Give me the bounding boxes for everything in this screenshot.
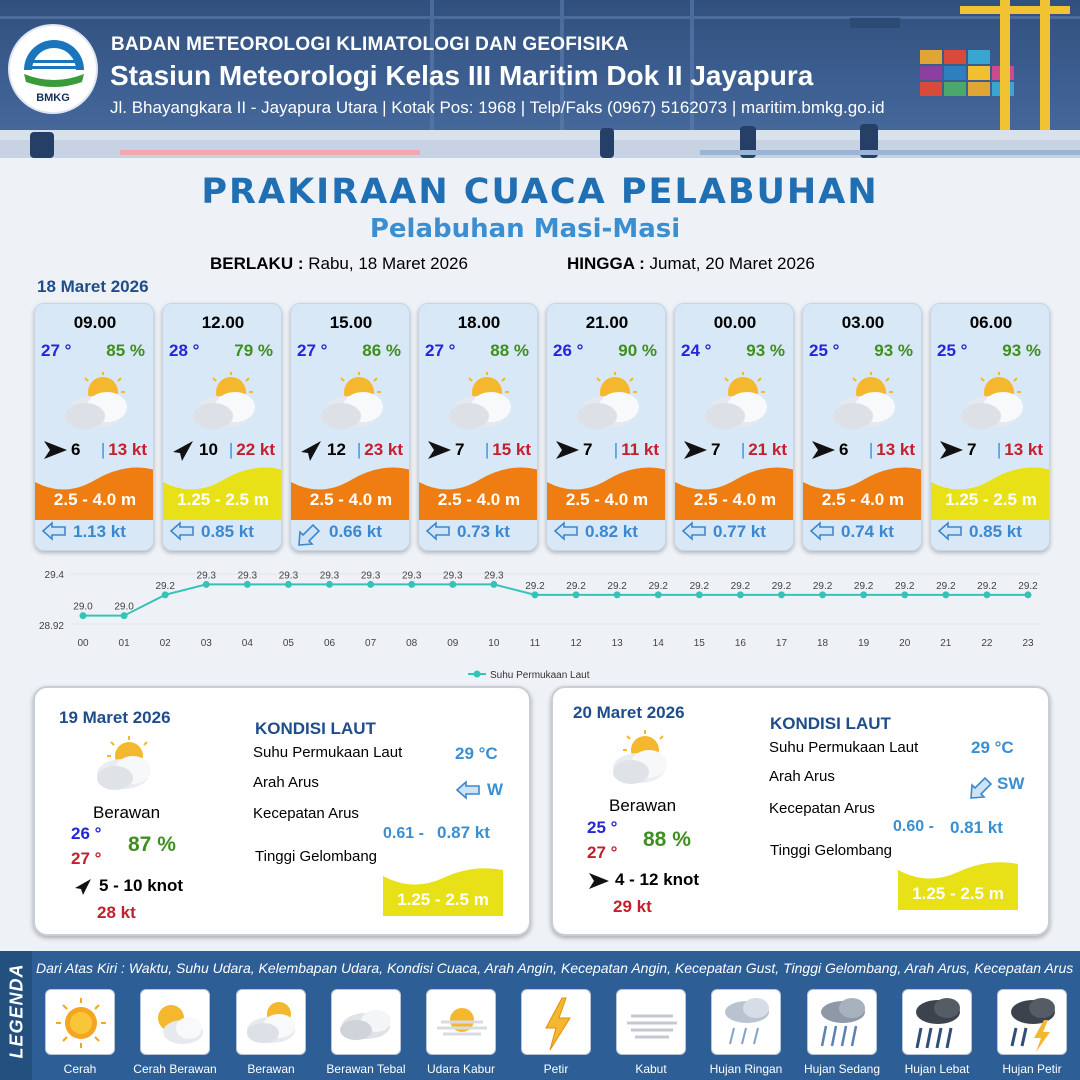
day3-current-speed-min: 0.60 - <box>893 818 934 835</box>
legend-item-label: Hujan Petir <box>1002 1062 1062 1076</box>
legend-item-label: Berawan <box>247 1062 295 1076</box>
berawan-icon <box>447 372 517 432</box>
gust-separator-icon: | <box>740 440 746 459</box>
current-speed: 0.85 kt <box>201 522 254 541</box>
chart-point <box>203 581 210 588</box>
legend-item <box>616 989 686 1055</box>
sea-temperature-chart <box>0 560 1080 685</box>
legend-item <box>236 989 306 1055</box>
wind-gust <box>614 440 659 460</box>
gust-separator-icon: | <box>868 440 874 459</box>
day3-temp-max: 27 ° <box>587 843 618 862</box>
hujan-lebat-icon <box>903 990 973 1056</box>
day2-sst-label: Suhu Permukaan Laut <box>253 744 403 761</box>
gust-value: 22 kt <box>236 440 275 459</box>
berawan-icon <box>703 372 773 432</box>
legend-item-label: Cerah Berawan <box>133 1062 217 1076</box>
legend-title: LEGENDA <box>6 963 27 1059</box>
legend-item-label: Udara Kabur <box>426 1062 496 1076</box>
chart-legend-marker <box>474 671 481 678</box>
berawan-icon <box>237 990 307 1056</box>
chart-point <box>573 591 580 598</box>
chart-data-label: 29.2 <box>895 580 915 592</box>
berawan-icon <box>191 372 261 432</box>
day3-sst: 29 °C <box>971 738 1014 757</box>
chart-xtick: 01 <box>118 638 130 649</box>
wind-speed: 7 <box>583 440 593 459</box>
wind-speed: 6 <box>71 440 81 459</box>
wind-gust <box>357 440 403 460</box>
chart-xtick: 13 <box>611 638 623 649</box>
day2-temp-max: 27 ° <box>71 849 102 868</box>
chart-xtick: 16 <box>734 638 746 649</box>
current-speed: 1.13 kt <box>73 522 126 541</box>
chart-xtick: 17 <box>775 638 788 649</box>
legend-item-label: Cerah <box>63 1062 97 1076</box>
day3-current-arrow-icon <box>969 774 995 800</box>
forecast-humidity: 93 % <box>874 341 913 360</box>
wave-height: 2.5 - 4.0 m <box>309 490 393 509</box>
berawan-tebal-icon <box>332 990 402 1056</box>
forecast-humidity: 86 % <box>362 341 401 360</box>
wave-height: 1.25 - 2.5 m <box>945 490 1037 509</box>
chart-xtick: 11 <box>529 638 541 649</box>
legend-panel <box>0 951 1080 1080</box>
chart-data-label: 29.2 <box>936 580 956 592</box>
legend-item <box>807 989 877 1055</box>
legend-side-tab <box>0 951 32 1080</box>
chart-data-label: 29.0 <box>73 601 93 613</box>
chart-point <box>901 591 908 598</box>
current-arrow-icon <box>809 521 837 547</box>
wave-height: 1.25 - 2.5 m <box>177 490 269 509</box>
chart-xtick: 10 <box>488 638 500 649</box>
wave-height: 2.5 - 4.0 m <box>565 490 649 509</box>
forecast-time: 06.00 <box>969 313 1013 332</box>
chart-xtick: 05 <box>282 638 294 649</box>
legend-item-label: Petir <box>543 1062 569 1076</box>
wave-height: 2.5 - 4.0 m <box>821 490 905 509</box>
berawan-icon <box>959 372 1029 432</box>
chart-point <box>942 591 949 598</box>
wind-gust <box>741 440 787 460</box>
chart-point <box>531 591 538 598</box>
gust-value: 13 kt <box>876 440 915 459</box>
chart-xtick: 03 <box>200 638 212 649</box>
gust-separator-icon: | <box>613 440 619 459</box>
wind-speed: 6 <box>839 440 849 459</box>
day2-wave-label: Tinggi Gelombang <box>255 848 378 865</box>
day3-gust: 29 kt <box>613 897 652 916</box>
day2-current-speed-label: Kecepatan Arus <box>253 805 359 822</box>
berawan-icon <box>319 372 389 432</box>
wind-speed: 7 <box>455 440 465 459</box>
wave-shape <box>35 458 154 520</box>
forecast-humidity: 93 % <box>746 341 785 360</box>
chart-data-label: 29.3 <box>401 570 422 582</box>
chart-data-label: 29.2 <box>853 580 874 592</box>
current-speed: 0.74 kt <box>841 522 894 541</box>
wave-shape <box>675 458 794 520</box>
day1-date: 18 Maret 2026 <box>37 277 149 296</box>
day3-panel <box>551 686 1050 936</box>
chart-ytick: 29.4 <box>44 570 64 581</box>
forecast-humidity: 79 % <box>234 341 273 360</box>
forecast-humidity: 90 % <box>618 341 657 360</box>
legend-item-label: Hujan Lebat <box>904 1062 970 1076</box>
gust-value: 15 kt <box>492 440 531 459</box>
forecast-temp: 25 ° <box>937 341 968 360</box>
chart-data-label: 29.3 <box>319 570 340 582</box>
chart-data-label: 29.3 <box>484 570 504 582</box>
day2-wind-arrow-icon <box>71 876 95 898</box>
current-speed: 0.77 kt <box>713 522 766 541</box>
chart-data-label: 29.2 <box>155 580 175 592</box>
day3-wind-arrow-icon <box>587 870 611 892</box>
forecast-humidity: 85 % <box>106 341 145 360</box>
chart-data-label: 29.3 <box>278 570 299 582</box>
chart-xtick: 08 <box>406 638 418 649</box>
day3-temp-min: 25 ° <box>587 818 618 837</box>
chart-point <box>490 581 497 588</box>
chart-point <box>614 591 621 598</box>
wave-shape <box>291 458 410 520</box>
chart-xtick: 07 <box>365 638 377 649</box>
forecast-humidity: 88 % <box>490 341 529 360</box>
current-speed: 0.73 kt <box>457 522 510 541</box>
chart-data-label: 29.2 <box>812 580 833 592</box>
chart-xtick: 21 <box>940 638 952 649</box>
gust-value: 11 kt <box>621 440 659 459</box>
day3-wind: 4 - 12 knot <box>615 870 700 889</box>
chart-xtick: 18 <box>817 638 829 649</box>
wave-height: 2.5 - 4.0 m <box>53 490 137 509</box>
chart-data-label: 29.0 <box>114 601 134 613</box>
valid-from-label: BERLAKU : <box>210 254 304 273</box>
chart-xtick: 00 <box>77 638 89 649</box>
wind-gust <box>101 440 147 460</box>
chart-xtick: 19 <box>858 638 870 649</box>
chart-point <box>162 591 169 598</box>
forecast-humidity: 93 % <box>1002 341 1041 360</box>
chart-xtick: 14 <box>652 638 664 649</box>
chart-data-label: 29.2 <box>607 580 627 592</box>
wind-gust <box>229 440 275 460</box>
forecast-temp: 27 ° <box>297 341 328 360</box>
forecast-time: 03.00 <box>841 313 885 332</box>
chart-xtick: 09 <box>447 638 459 649</box>
wave-shape <box>803 458 922 520</box>
day2-wind: 5 - 10 knot <box>99 876 184 895</box>
legend-item <box>711 989 781 1055</box>
current-arrow-icon <box>297 521 325 547</box>
berawan-icon <box>63 372 133 432</box>
day3-current-speed-max: 0.81 kt <box>950 818 1003 837</box>
day2-sea-title: KONDISI LAUT <box>255 719 376 738</box>
wave-shape <box>163 458 282 520</box>
forecast-card <box>546 303 666 551</box>
berawan-icon <box>609 730 675 788</box>
berawan-icon <box>93 736 159 794</box>
day2-date: 19 Maret 2026 <box>59 708 171 727</box>
chart-point <box>244 581 251 588</box>
chart-data-label: 29.2 <box>566 580 586 592</box>
day2-sst: 29 °C <box>455 744 498 763</box>
wave-height: 2.5 - 4.0 m <box>693 490 777 509</box>
wind-gust <box>869 440 915 460</box>
day3-sea-title: KONDISI LAUT <box>770 714 891 733</box>
day3-current-dir-label: Arah Arus <box>769 768 835 785</box>
gust-separator-icon: | <box>484 440 490 459</box>
forecast-temp: 28 ° <box>169 341 200 360</box>
day2-gust: 28 kt <box>97 903 136 922</box>
petir-icon <box>522 990 592 1056</box>
chart-xtick: 23 <box>1022 638 1034 649</box>
wind-speed: 7 <box>711 440 721 459</box>
berawan-icon <box>575 372 645 432</box>
legend-item <box>45 989 115 1055</box>
day3-sst-label: Suhu Permukaan Laut <box>769 739 919 756</box>
current-speed: 0.85 kt <box>969 522 1022 541</box>
legend-item <box>331 989 401 1055</box>
chart-xtick: 15 <box>693 638 705 649</box>
day2-current-dir-label: Arah Arus <box>253 774 319 791</box>
current-speed: 0.66 kt <box>329 522 382 541</box>
gust-separator-icon: | <box>228 440 234 459</box>
chart-xtick: 06 <box>323 638 336 649</box>
chart-data-label: 29.3 <box>443 570 463 582</box>
chart-xtick: 12 <box>570 638 582 649</box>
legend-item <box>426 989 496 1055</box>
legend-description: Dari Atas Kiri : Waktu, Suhu Udara, Kelembapan Udara, Kondisi Cuaca, Arah Angin, Kecepatan Angin, Kecepatan Gust, Tinggi Gelombang, Arah Arus, Kecepatan Arus <box>36 960 1074 976</box>
bmkg-logo <box>8 24 98 114</box>
chart-point <box>778 591 785 598</box>
day2-humidity: 87 % <box>128 833 176 856</box>
valid-from <box>210 254 468 274</box>
valid-from-value: Rabu, 18 Maret 2026 <box>308 254 468 273</box>
chart-point <box>655 591 662 598</box>
day2-panel <box>33 686 531 936</box>
forecast-time: 21.00 <box>585 313 629 332</box>
chart-data-label: 29.3 <box>196 570 216 582</box>
forecast-time: 00.00 <box>713 313 757 332</box>
berawan-icon <box>831 372 901 432</box>
chart-data-label: 29.2 <box>977 580 997 592</box>
chart-data-label: 29.2 <box>689 580 710 592</box>
gust-value: 23 kt <box>364 440 403 459</box>
legend-item-label: Hujan Ringan <box>709 1062 783 1076</box>
forecast-temp: 26 ° <box>553 341 584 360</box>
forecast-temp: 27 ° <box>425 341 456 360</box>
chart-xtick: 02 <box>159 638 171 649</box>
header-banner <box>0 0 1080 158</box>
gust-value: 13 kt <box>108 440 147 459</box>
chart-point <box>860 591 867 598</box>
forecast-card <box>930 303 1050 551</box>
chart-xtick: 22 <box>981 638 993 649</box>
chart-point <box>367 581 374 588</box>
day2-temp-min: 26 ° <box>71 824 102 843</box>
day3-wave-label: Tinggi Gelombang <box>770 842 893 859</box>
current-speed: 0.82 kt <box>585 522 638 541</box>
day3-current-speed-label: Kecepatan Arus <box>769 800 875 817</box>
day2-wave: 1.25 - 2.5 m <box>397 890 489 909</box>
legend-item <box>997 989 1067 1055</box>
bmkg-logo-text: BMKG <box>36 92 70 104</box>
chart-data-label: 29.3 <box>237 570 258 582</box>
current-arrow-icon <box>169 521 197 547</box>
day2-current-dir: W <box>487 780 504 799</box>
chart-data-label: 29.3 <box>360 570 381 582</box>
port-name: Pelabuhan Masi-Masi <box>369 214 681 244</box>
legend-item-label: Hujan Sedang <box>803 1062 881 1076</box>
hujan-sedang-icon <box>808 990 878 1056</box>
forecast-time: 12.00 <box>201 313 245 332</box>
day3-condition: Berawan <box>609 796 677 815</box>
day2-current-arrow-icon <box>455 780 481 800</box>
chart-point <box>983 591 990 598</box>
current-arrow-icon <box>41 521 69 547</box>
wind-speed: 12 <box>327 440 346 459</box>
chart-legend-label: Suhu Permukaan Laut <box>490 670 590 681</box>
station-name: Stasiun Meteorologi Kelas III Maritim Dok II Jayapura <box>110 60 814 91</box>
chart-point <box>408 581 415 588</box>
chart-ytick: 28.92 <box>38 621 64 632</box>
chart-xtick: 20 <box>899 638 911 649</box>
wind-speed: 10 <box>199 440 218 459</box>
gust-value: 21 kt <box>748 440 787 459</box>
forecast-temp: 27 ° <box>41 341 72 360</box>
station-address: Jl. Bhayangkara II - Jayapura Utara | Kotak Pos: 1968 | Telp/Faks (0967) 5162073 | maritim.bmkg.go.id <box>110 98 885 117</box>
forecast-temp: 25 ° <box>809 341 840 360</box>
forecast-card <box>674 303 794 551</box>
valid-to <box>567 254 815 274</box>
chart-point <box>737 591 744 598</box>
chart-data-label: 29.2 <box>1018 580 1038 592</box>
forecast-card <box>290 303 410 551</box>
gust-separator-icon: | <box>996 440 1002 459</box>
chart-data-label: 29.2 <box>525 580 545 592</box>
legend-item <box>902 989 972 1055</box>
legend-item <box>521 989 591 1055</box>
chart-point <box>449 581 456 588</box>
wind-gust <box>485 440 531 460</box>
gust-value: 13 kt <box>1004 440 1043 459</box>
current-arrow-icon <box>425 521 453 547</box>
chart-point <box>819 591 826 598</box>
forecast-card <box>418 303 538 551</box>
chart-xtick: 04 <box>241 638 253 649</box>
legend-item-label: Kabut <box>635 1062 667 1076</box>
wind-gust <box>997 440 1043 460</box>
hujan-petir-icon <box>998 990 1068 1056</box>
forecast-card <box>802 303 922 551</box>
chart-data-label: 29.2 <box>730 580 751 592</box>
valid-to-value: Jumat, 20 Maret 2026 <box>649 254 815 273</box>
day2-condition: Berawan <box>93 803 161 822</box>
kabut-icon <box>617 990 687 1056</box>
bmkg-emblem-icon <box>10 26 96 96</box>
forecast-time: 18.00 <box>457 313 501 332</box>
cerah-icon <box>46 990 116 1056</box>
chart-point <box>80 612 87 619</box>
cerah-berawan-icon <box>141 990 211 1056</box>
chart-point <box>326 581 333 588</box>
current-arrow-icon <box>553 521 581 547</box>
legend-item <box>140 989 210 1055</box>
wave-shape <box>931 458 1050 520</box>
day3-current-dir: SW <box>997 774 1025 793</box>
gust-separator-icon: | <box>356 440 362 459</box>
legend-item-label: Berawan Tebal <box>326 1062 406 1076</box>
chart-data-label: 29.2 <box>648 580 668 592</box>
chart-point <box>285 581 292 588</box>
forecast-time: 15.00 <box>329 313 373 332</box>
current-arrow-icon <box>937 521 965 547</box>
day2-current-speed-min: 0.61 - <box>383 825 424 842</box>
chart-point <box>696 591 703 598</box>
forecast-temp: 24 ° <box>681 341 712 360</box>
chart-data-label: 29.2 <box>771 580 792 592</box>
wave-height: 2.5 - 4.0 m <box>437 490 521 509</box>
day2-current-speed-max: 0.87 kt <box>437 823 490 842</box>
day3-wave: 1.25 - 2.5 m <box>912 884 1004 903</box>
current-arrow-icon <box>681 521 709 547</box>
page-title: PRAKIRAAN CUACA PELABUHAN <box>201 172 879 212</box>
udara-kabur-icon <box>427 990 497 1056</box>
forecast-card <box>162 303 282 551</box>
day3-humidity: 88 % <box>643 828 691 851</box>
chart-series-line <box>83 584 1028 615</box>
agency-name: BADAN METEOROLOGI KLIMATOLOGI DAN GEOFISIKA <box>111 34 629 55</box>
chart-point <box>121 612 128 619</box>
wave-shape <box>419 458 538 520</box>
hujan-ringan-icon <box>712 990 782 1056</box>
gust-separator-icon: | <box>100 440 106 459</box>
day3-date: 20 Maret 2026 <box>573 703 685 722</box>
wave-shape <box>547 458 666 520</box>
chart-point <box>1025 591 1032 598</box>
forecast-time: 09.00 <box>73 313 117 332</box>
forecast-card <box>34 303 154 551</box>
wind-speed: 7 <box>967 440 977 459</box>
valid-to-label: HINGGA : <box>567 254 645 273</box>
